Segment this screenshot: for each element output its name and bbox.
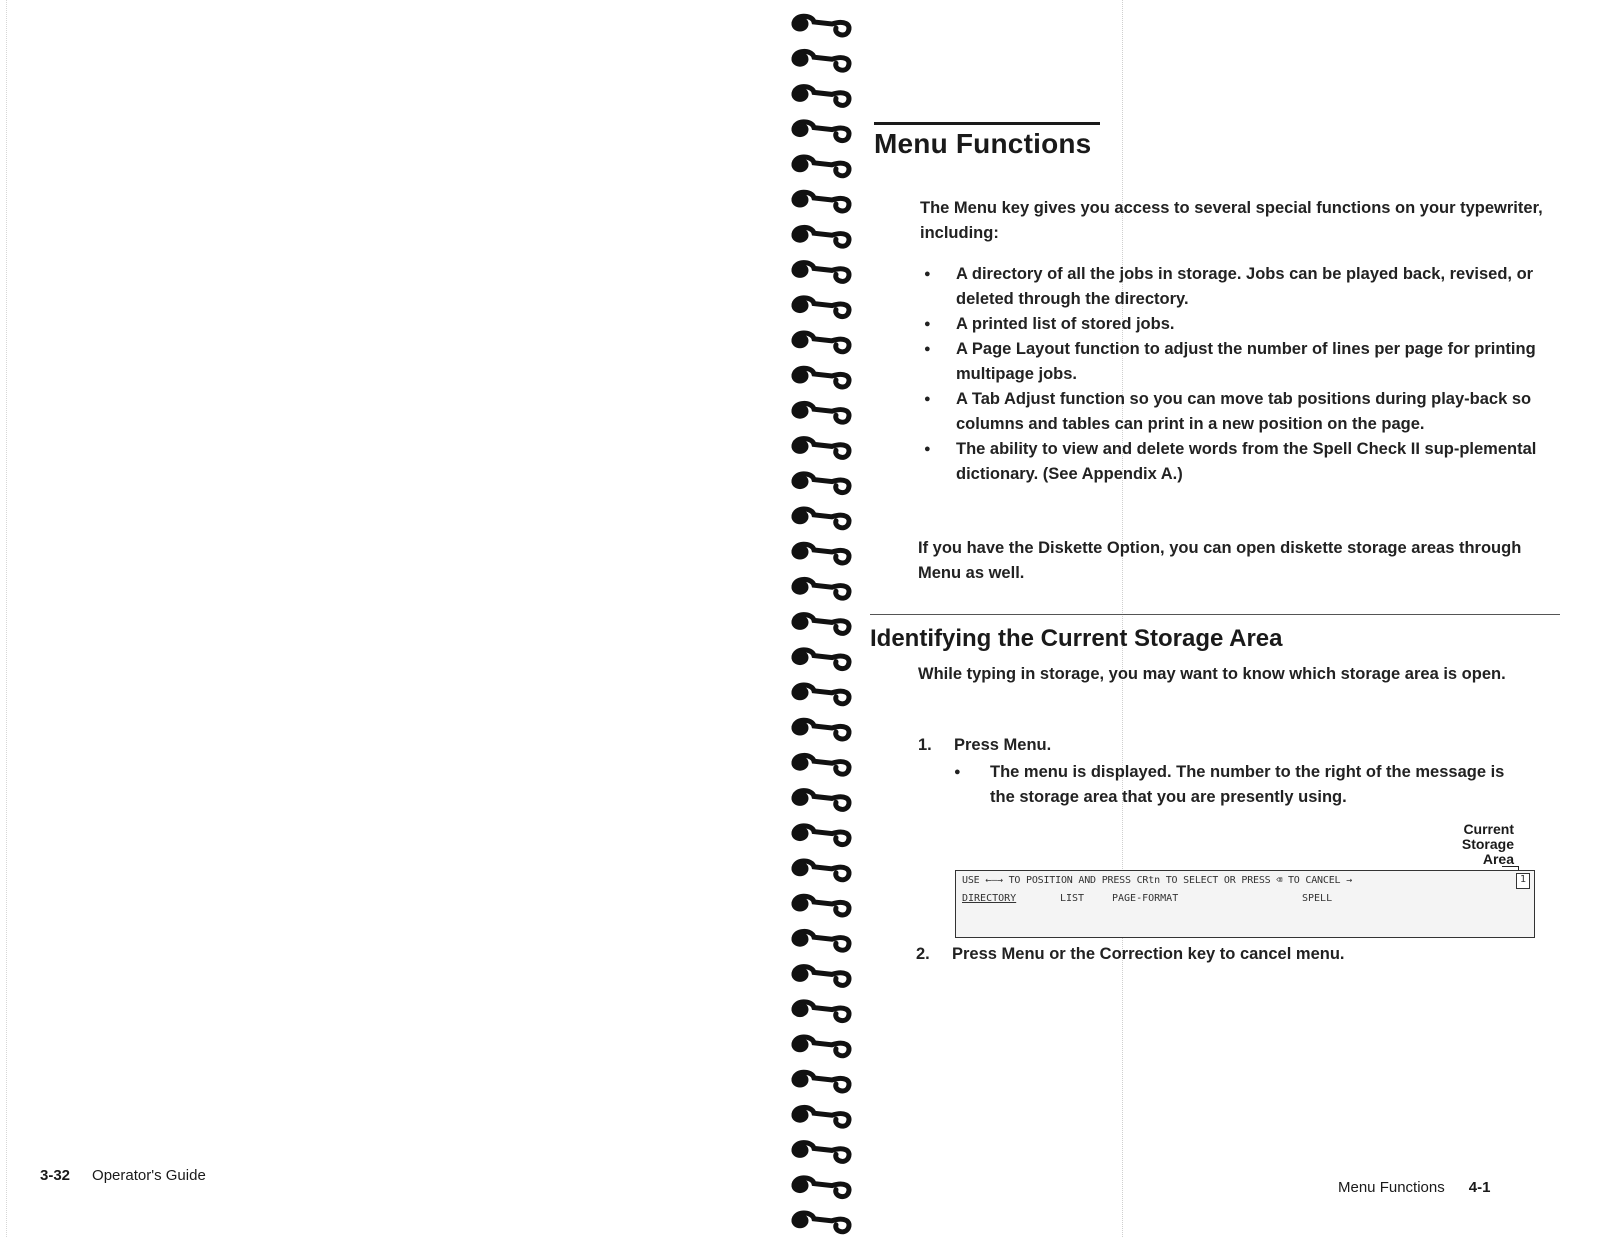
right-page: Menu Functions The Menu key gives you access to several special functions on your typewriter, including: ● A directory of all the jobs in storage. Jobs can be played back, revised, or deleted through the directory. ● A printed list of stored jobs. ● A Page Layout function to adjust the number of lines per page for printing multipage jobs. ● A Tab Adjust function so you can move tab positions during play-back so columns and tables can print in a new position on the page. ● The ability to view and delete words from the Spell Check II sup-plemental dictionary. (See Appendix A.) If you have the Diskette Option, you can open diskette storage areas through Menu as well. Identifying the Current Storage Area While typing in storage, you may want to know which storage area is open. 1. Press Menu. ● The menu is displayed. The number to the right of the message is the storage area that you are presently using. Current Storage Area USE ←—→ TO POSITION AND PRESS CRtn TO SELECT OR PRESS ⌫ TO CANCEL → 1 DIRECTORY LIST PAGE-FORMAT SPELL 2. Press Menu or the Correction key to cancel menu. Menu Functions 4-1: [860, 0, 1600, 1237]
function-list-item: ● A Page Layout function to adjust the number of lines per page for printing multipage jobs.: [924, 337, 1560, 387]
storage-area-number: 1: [1516, 873, 1530, 889]
right-page-number: 4-1: [1468, 1179, 1491, 1196]
menu-display-screen: [955, 870, 1535, 938]
menu-option-page-format[interactable]: PAGE-FORMAT: [1112, 893, 1179, 904]
menu-option-list[interactable]: LIST: [1060, 893, 1085, 904]
menu-prompt: USE ←—→ TO POSITION AND PRESS CRtn TO SELECT OR PRESS ⌫ TO CANCEL →: [962, 875, 1352, 886]
diskette-paragraph: If you have the Diskette Option, you can open diskette storage areas through Menu as well.: [918, 539, 1522, 582]
menu-option-spell[interactable]: SPELL: [1302, 893, 1333, 904]
function-list-item: ● A Tab Adjust function so you can move tab positions during play-back so columns and tables can print in a new position on the page.: [924, 387, 1560, 437]
step-1-text: Press Menu.: [954, 736, 1052, 754]
left-footer-title: Operator's Guide: [92, 1167, 206, 1184]
left-footer: [40, 1167, 206, 1184]
section-divider: [870, 614, 1560, 615]
section-title: Identifying the Current Storage Area: [870, 625, 1283, 652]
bullet-icon: ●: [954, 766, 961, 778]
step-1-number: 1.: [918, 736, 932, 754]
section-intro: While typing in storage, you may want to know which storage area is open.: [918, 665, 1506, 683]
intro-paragraph: The Menu key gives you access to several special functions on your typewriter, including:: [920, 199, 1543, 242]
step-2-text: Press Menu or the Correction key to cancel menu.: [952, 945, 1345, 963]
menu-option-directory[interactable]: DIRECTORY: [962, 893, 1017, 904]
title-rule: [874, 122, 1100, 125]
step-2-number: 2.: [916, 945, 930, 963]
step-2: [916, 942, 1556, 967]
function-list-item: ● A printed list of stored jobs.: [924, 312, 1560, 337]
page-title: Menu Functions: [874, 128, 1092, 159]
left-page: [0, 0, 760, 1237]
right-footer: [1338, 1179, 1490, 1196]
function-list-item: ● A directory of all the jobs in storage. Jobs can be played back, revised, or deleted through the directory.: [924, 262, 1560, 312]
function-list: [924, 262, 1560, 487]
left-page-number: 3-32: [40, 1167, 71, 1184]
right-footer-title: Menu Functions: [1338, 1179, 1445, 1196]
menu-key-term: Menu: [953, 199, 998, 217]
function-list-item: ● The ability to view and delete words from the Spell Check II sup-plemental dictionary. (See Appendix A.): [924, 437, 1560, 487]
current-storage-area-callout: Current Storage Area: [1461, 821, 1514, 867]
step-1: [918, 733, 1518, 758]
